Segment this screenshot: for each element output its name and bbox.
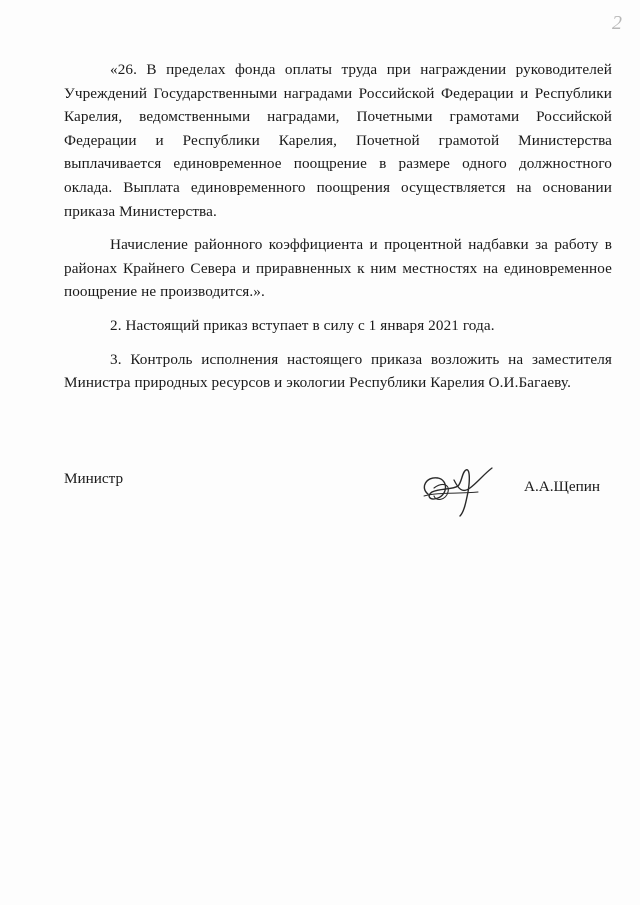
handwritten-signature bbox=[418, 458, 498, 520]
signatory-title: Министр bbox=[64, 470, 124, 487]
paragraph-control: 3. Контроль исполнения настоящего приказа возложить на заместителя Министра природных ресурсов и экологии Республики Карелия О.И.Багаеву. bbox=[64, 350, 612, 392]
page-number: 2 bbox=[612, 12, 622, 34]
paragraph-clause-26: «26. В пределах фонда оплаты труда при награждении руководителей Учреждений Государственными наградами Российской Федерации и Республики Карелия, ведомственными наградами, Почетными грамотами Российской Федерации и Республики Карелия, Почетной грамотой Министерства выплачивается единовременное поощрение в размере одного должностного оклада. Выплата единовременного поощрения осуществляется на основании приказа Министерства. bbox=[64, 61, 612, 220]
signature-block bbox=[64, 470, 612, 530]
document-body bbox=[64, 58, 612, 405]
paragraph-effective-date: 2. Настоящий приказ вступает в силу с 1 января 2021 года. bbox=[110, 316, 495, 334]
paragraph-regional-coefficient: Начисление районного коэффициента и процентной надбавки за работу в районах Крайнего Севера и приравненных к ним местностях на единовременное поощрение не производится.». bbox=[64, 236, 612, 301]
signatory-name: А.А.Щепин bbox=[524, 478, 600, 495]
